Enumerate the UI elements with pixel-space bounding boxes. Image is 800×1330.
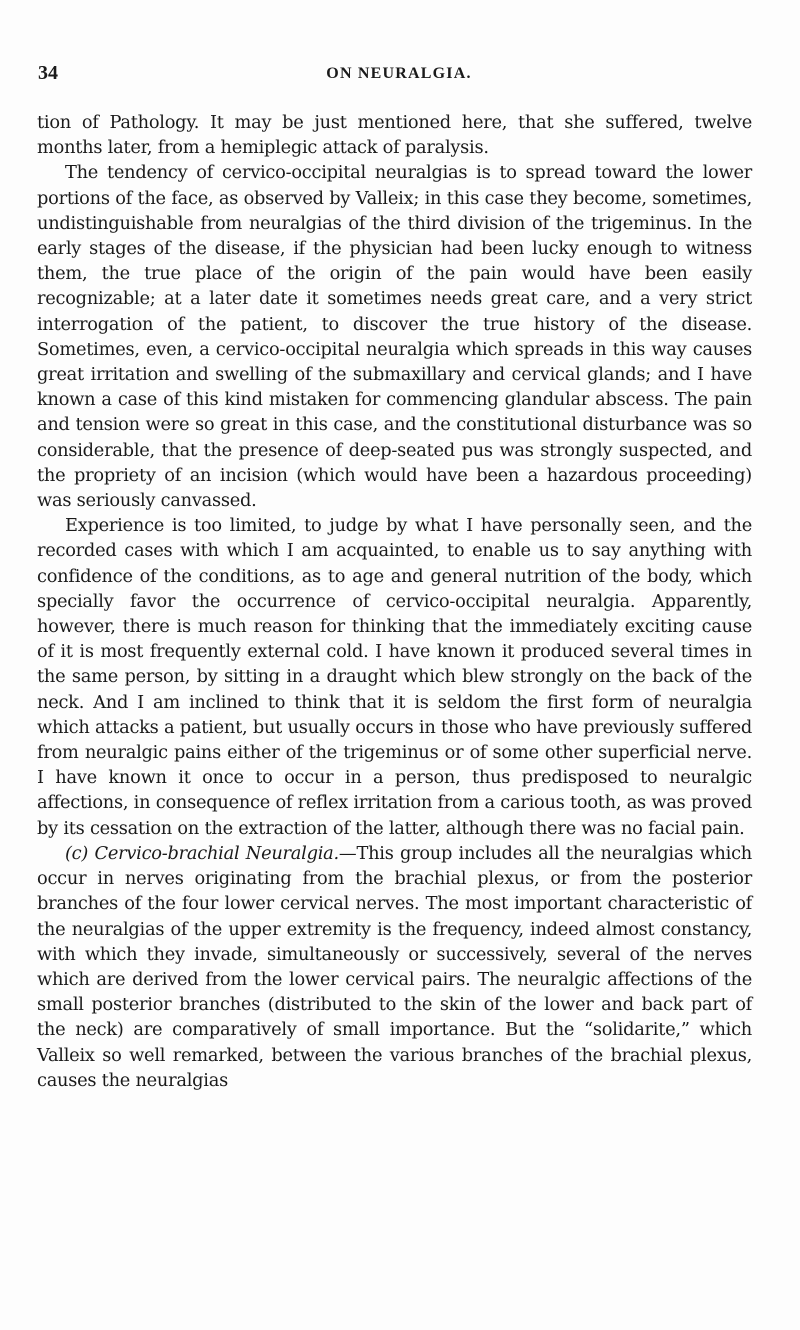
running-head — [38, 62, 760, 86]
section-heading: Cervico-brachial Neuralgia. — [94, 842, 339, 864]
paragraph-text: Experience is too limited, to judge by what I have personally seen, and the recorded cases with which I am acquainted, to enable us to say anything with confidence of the conditions, as to age and general nutrition of the body, which specially favor the occurrence of cervico-occipital neuralgia. Apparently, however, there is much reason for thinking that the immediately exciting cause of it is most frequently external cold. I have known it produced several times in the same person, by sitting in a draught which blew strongly on the back of the neck. And I am inclined to think that it is seldom the first form of neuralgia which attacks a patient, but usually occurs in those who have previously suffered from neuralgic pains either of the trigeminus or of some other superficial nerve. I have known it once to occur in a person, thus predisposed to neuralgic affections, in consequence of reflex irritation from a carious tooth, as was proved by its cessation on the extraction of the latter, although there was no facial pain. — [37, 515, 752, 839]
body-text — [37, 110, 752, 1093]
section-label: (c) — [65, 842, 89, 864]
paragraph-experience — [37, 513, 752, 841]
running-title: ON NEURALGIA. — [326, 65, 472, 82]
page-number: 34 — [38, 62, 58, 84]
paragraph-text: The tendency of cervico-occipital neuralgias is to spread toward the lower portions of the face, as observed by Valleix; in this case they become, sometimes, undistinguishable from neuralgias of the third division of the trigeminus. In the early stages of the disease, if the physician had been lucky enough to witness them, the true place of the origin of the pain would have been easily recognizable; at a later date it sometimes needs great care, and a very strict interrogation of the patient, to discover the true history of the disease. Sometimes, even, a cervico-occipital neuralgia which spreads in this way causes great irritation and swelling of the submaxillary and cervical glands; and I have known a case of this kind mistaken for commencing glandular abscess. The pain and tension were so great in this case, and the constitutional disturbance was so considerable, that the presence of deep-seated pus was strongly suspected, and the propriety of an incision (which would have been a hazardous proceeding) was seriously canvassed. — [37, 162, 752, 512]
paragraph-continuation — [37, 110, 752, 160]
paragraph-text: tion of Pathology. It may be just mentioned here, that she suffered, twelve months later, from a hemiplegic attack of paralysis. — [37, 112, 752, 159]
paragraph-spread-of-neuralgia — [37, 160, 752, 513]
paragraph-text: —This group includes all the neuralgias which occur in nerves originating from the brachial plexus, or from the posterior branches of the four lower cervical nerves. The most important characteristic of the neuralgias of the upper extremity is the frequency, indeed almost constancy, with which they invade, simultaneously or successively, several of the nerves which are derived from the lower cervical pairs. The neuralgic affections of the small posterior branches (distributed to the skin of the lower and back part of the neck) are comparatively of small importance. But the “solidarite,” which Valleix so well remarked, between the various branches of the brachial plexus, causes the neuralgias — [37, 842, 752, 1091]
paragraph-cervico-brachial — [37, 841, 752, 1093]
